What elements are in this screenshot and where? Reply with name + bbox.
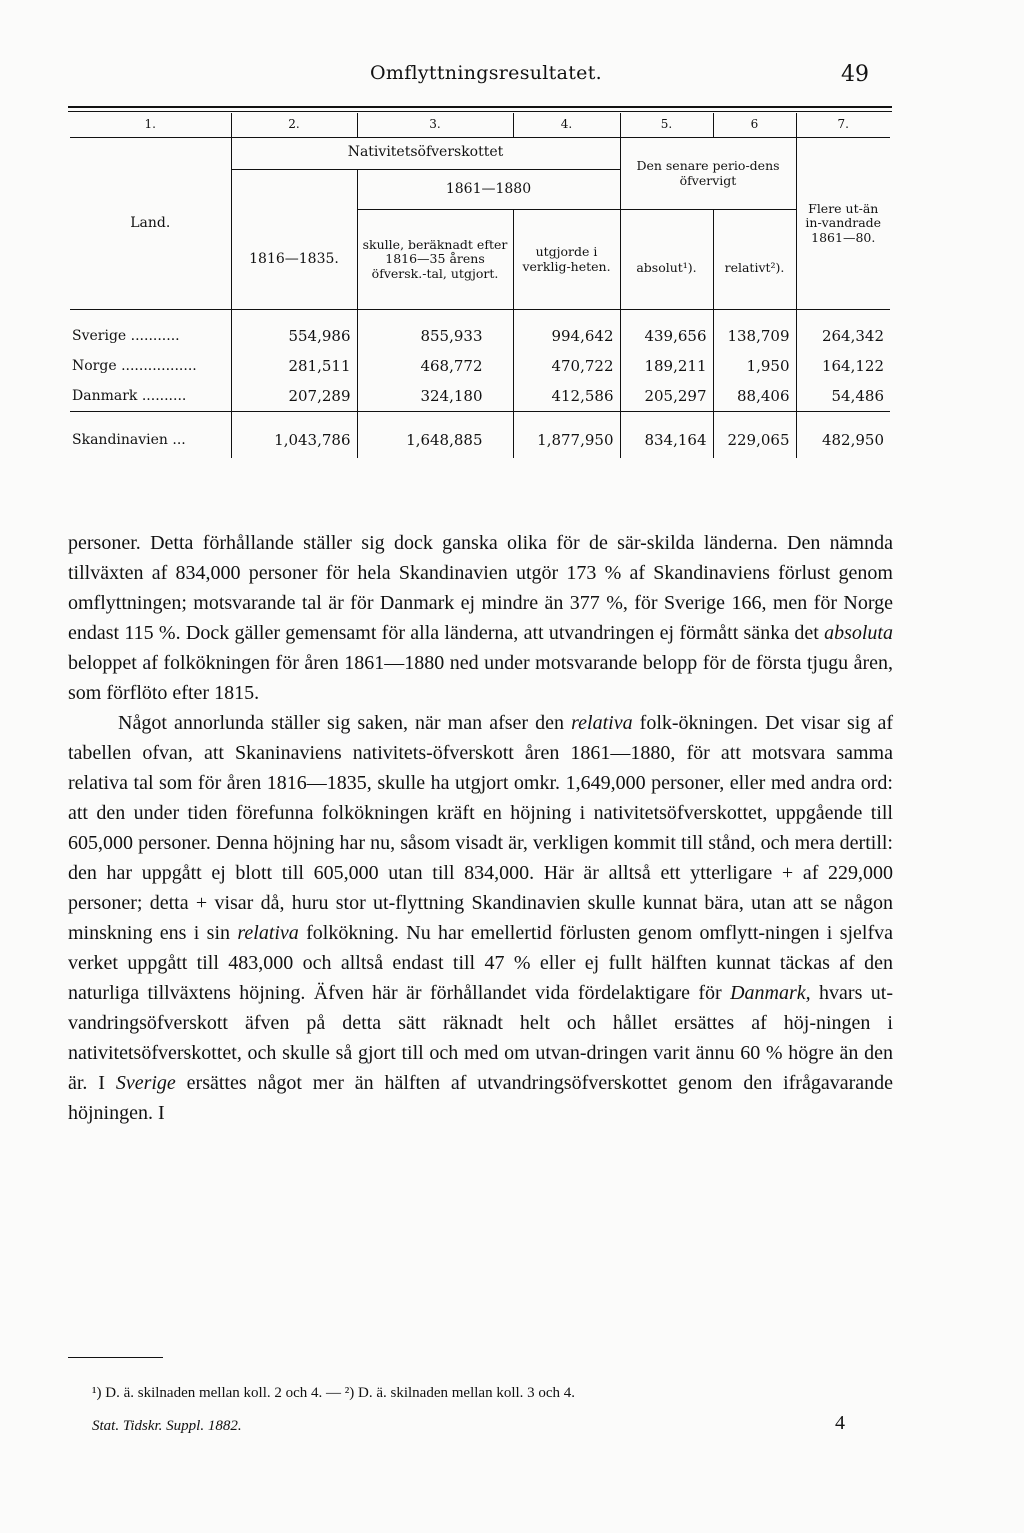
cell: 1,043,786 bbox=[231, 424, 357, 458]
paragraph-2: Något annorlunda ställer sig saken, när man afser den relativa folk-ökningen. Det visar sig af tabellen ofvan, att Skaninaviens nativitets-öfverskott åren 1861—1880, för att motsvara samma relativa tal som för åren 1816—1835, skulle ha utgjort omkr. 1,649,000 personer, eller med andra ord: att den under tiden förefunna folkökningen kräft en höjning i nativitetsöfverskottet, uppgående till 605,000 personer. Denna höjning har nu, såsom visadt är, verkligen kommit till stånd, och mera dertill: den har uppgått ej blott till 605,000 utan till 834,000. Här är alltså ett ytterligare + af 229,000 personer; detta + visar då, huru stor ut-flyttning Skandinavien skulle kunnat bära, utan att se någon minskning ens i sin relativa folkökning. Nu har emellertid förlusten genom omflytt-ningen i sjelfva verket uppgått till 483,000 och alltså endast till 47 % eller ej fullt hälften kunnat täckas af den naturliga tillväxtens höjning. Äfven här är förhållandet vida fördelaktigare för Danmark, hvars ut-vandringsöfverskott äfven på detta sätt räknadt helt och hållet ersättes af höj-ningen i nativitetsöfverskottet, och skulle så gjort till och med om utvan-dringen varit ännu 60 % högre än den är. I Sverige ersättes något mer än hälften af utvandringsöfverskottet genom den ifrågavarande höjningen. I bbox=[68, 712, 894, 1124]
colnum-5: 5. bbox=[620, 113, 713, 138]
footnote-rule bbox=[68, 1357, 163, 1358]
body-text bbox=[68, 528, 893, 1128]
cell: 1,648,885 bbox=[357, 424, 513, 458]
cell: 281,511 bbox=[231, 352, 357, 382]
footnote: ¹) D. ä. skilnaden mellan koll. 2 och 4. — ²) D. ä. skilnaden mellan koll. 3 och 4. bbox=[92, 1385, 576, 1401]
colnum-1: 1. bbox=[70, 113, 231, 138]
column-number-row bbox=[70, 113, 890, 138]
header-absolut: absolut¹). bbox=[620, 210, 713, 310]
row-land: Sverige ........... bbox=[70, 322, 231, 352]
sheet-number: 4 bbox=[835, 1412, 845, 1434]
cell: 189,211 bbox=[620, 352, 713, 382]
cell: 324,180 bbox=[357, 382, 513, 412]
header-land: Land. bbox=[70, 138, 231, 310]
row-land: Norge ................. bbox=[70, 352, 231, 382]
colnum-4: 4. bbox=[513, 113, 620, 138]
cell: 855,933 bbox=[357, 322, 513, 352]
cell: 468,772 bbox=[357, 352, 513, 382]
cell: 470,722 bbox=[513, 352, 620, 382]
cell: 1,877,950 bbox=[513, 424, 620, 458]
header-skulle: skulle, beräknadt efter 1816—35 årens öfversk.-tal, utgjort. bbox=[357, 210, 513, 310]
cell: 554,986 bbox=[231, 322, 357, 352]
cell: 264,342 bbox=[821, 326, 884, 345]
table-row bbox=[70, 322, 890, 352]
header-senare: Den senare perio-dens öfvervigt bbox=[620, 138, 796, 210]
colnum-7: 7. bbox=[796, 113, 890, 138]
colnum-2: 2. bbox=[231, 113, 357, 138]
cell: 164,122 bbox=[821, 356, 884, 375]
page-number: 49 bbox=[841, 62, 869, 87]
header-relativt: relativt²). bbox=[713, 210, 796, 310]
header-1816: 1816—1835. bbox=[231, 170, 357, 310]
cell: 1,950 bbox=[713, 352, 796, 382]
cell: 994,642 bbox=[513, 322, 620, 352]
cell: 54,486 bbox=[831, 386, 884, 405]
total-row bbox=[70, 424, 890, 458]
header-1861: 1861—1880 bbox=[357, 170, 620, 210]
cell: 439,656 bbox=[620, 322, 713, 352]
header-nativitet: Nativitetsöfverskottet bbox=[231, 138, 620, 170]
top-rule-thin bbox=[68, 111, 892, 112]
emigration-table bbox=[70, 113, 890, 458]
paragraph-1: personer. Detta förhållande ställer sig dock ganska olika för de sär-skilda länderna. Den nämnda tillväxten af 834,000 personer för hela Skandinavien utgör 173 % af Skandinaviens förlust genom omflyttningen; motsvarande tal är för Danmark ej mindre än 377 %, för Sverige 166, men för Norge endast 115 %. Dock gäller gemensamt för alla länderna, att utvandringen ej förmått sänka det absoluta beloppet af folkökningen för åren 1861—1880 ned under motsvarande belopp för de första tjugu åren, som förflöto efter 1815. bbox=[68, 532, 893, 704]
top-rule bbox=[68, 106, 892, 108]
running-title: Omflyttningsresultatet. bbox=[370, 62, 602, 84]
cell: 205,297 bbox=[620, 382, 713, 412]
cell: 229,065 bbox=[713, 424, 796, 458]
table-row bbox=[70, 352, 890, 382]
header-utgjorde: utgjorde i verklig-heten. bbox=[513, 210, 620, 310]
cell: 88,406 bbox=[713, 382, 796, 412]
row-land: Skandinavien ... bbox=[70, 424, 231, 458]
row-land: Danmark .......... bbox=[70, 382, 231, 412]
colnum-6: 6 bbox=[713, 113, 796, 138]
journal-signature: Stat. Tidskr. Suppl. 1882. bbox=[92, 1418, 242, 1434]
table-row bbox=[70, 382, 890, 412]
cell: 834,164 bbox=[620, 424, 713, 458]
cell: 412,586 bbox=[513, 382, 620, 412]
colnum-3: 3. bbox=[357, 113, 513, 138]
cell: 207,289 bbox=[231, 382, 357, 412]
header-flere: Flere ut-än in-vandrade 1861—80. bbox=[796, 138, 890, 310]
cell: 138,709 bbox=[713, 322, 796, 352]
cell: 482,950 bbox=[821, 430, 884, 449]
